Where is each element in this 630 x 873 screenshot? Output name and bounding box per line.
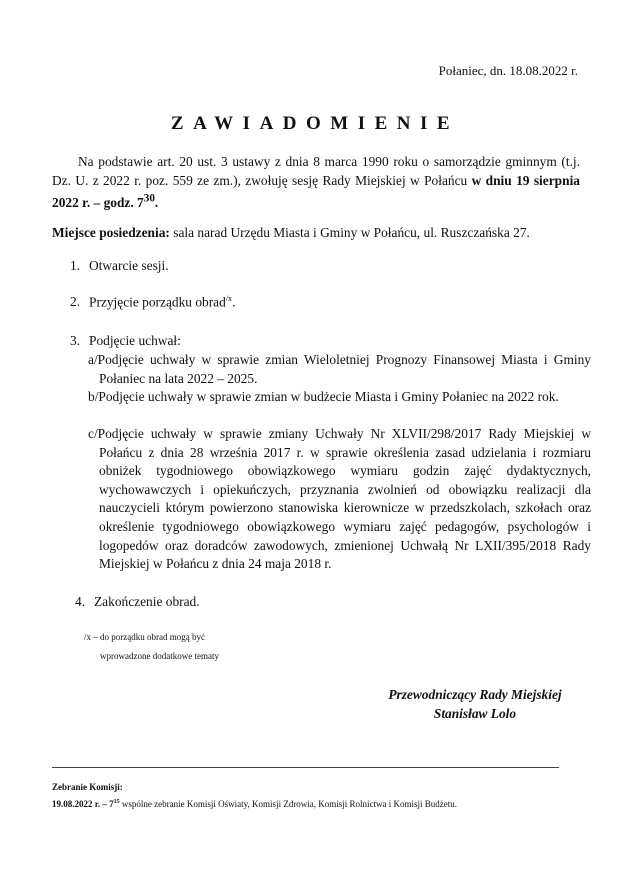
committee-date-text: 19.08.2022 r. – 7 xyxy=(52,799,114,809)
agenda-item-end: . xyxy=(232,294,236,310)
meeting-place xyxy=(52,225,580,241)
footnote-line-1: /x – do porządku obrad mogą być xyxy=(84,632,205,642)
session-date-end: . xyxy=(154,195,159,211)
footnote-line-2: wprowadzone dodatkowe tematy xyxy=(100,651,219,661)
agenda-item-text: Zakończenie obrad. xyxy=(94,594,200,609)
agenda-item-number: 4. xyxy=(75,594,86,609)
committee-note xyxy=(52,799,457,809)
signature-block xyxy=(330,685,620,723)
session-date-text: w dniu 19 sierpnia 2022 r. – godz. 7 xyxy=(52,173,580,211)
intro-paragraph xyxy=(52,152,580,212)
agenda-item-text: Otwarcie sesji. xyxy=(89,258,169,273)
meeting-place-label: Miejsce posiedzenia: xyxy=(52,225,170,240)
document-title: ZAWIADOMIENIE xyxy=(170,113,460,134)
committee-text: wspólne zebranie Komisji Oświaty, Komisji Zdrowia, Komisji Rolnictwa i Komisji Budżetu. xyxy=(119,799,458,809)
intro-text: Na podstawie art. 20 ust. 3 ustawy z dnia 8 marca 1990 roku o samorządzie gminnym (t.j. Dz. U. z 2022 r. poz. 559 ze zm.), zwołuję sesję Rady Miejskiej w Połańcu xyxy=(52,154,580,188)
agenda-subitem-c: c/Podjęcie uchwały w sprawie zmiany Uchwały Nr XLVII/298/2017 Rady Miejskiej w Połańcu z dnia 28 września 2017 r. w sprawie określenia zasad udzielania i rozmiaru obniżek tygodniowego obowiązkowego wymiaru godzin zajęć dydaktycznych, wychowawczych i opiekuńczych, przyznania zwolnień od obowiązku realizacji dla nauczycieli którym powierzono stanowiska kierownicze w przedszkolach, szkołach oraz określenie tygodniowego obowiązkowego wymiaru zajęć pedagogów, psychologów i logopedów oraz doradców zawodowych, zmienionej Uchwałą Nr LXII/395/2018 Rady Miejskiej w Połańcu z dnia 24 maja 2018 r. xyxy=(88,426,591,572)
agenda-item-number: 2. xyxy=(70,294,81,310)
agenda-item-number: 1. xyxy=(70,258,81,273)
agenda-item-3 xyxy=(70,333,181,349)
signature-role: Przewodniczący Rady Miejskiej xyxy=(388,687,562,702)
committee-label: Zebranie Komisji: xyxy=(52,782,123,792)
agenda-item-text: Podjęcie uchwał: xyxy=(89,333,181,348)
place-date: Połaniec, dn. 18.08.2022 r. xyxy=(438,63,578,78)
agenda-item-1 xyxy=(70,258,169,274)
signature-name: Stanisław Lolo xyxy=(433,706,517,721)
agenda-item-text: Przyjęcie porządku obrad xyxy=(89,294,226,310)
agenda-item-number: 3. xyxy=(70,333,81,348)
agenda-item-4 xyxy=(75,594,200,610)
agenda-subitem-a: a/Podjęcie uchwały w sprawie zmian Wieloletniej Prognozy Finansowej Miasta i Gminy Połaniec na lata 2022 – 2025. xyxy=(88,352,591,386)
session-time-superscript: 30 xyxy=(143,193,155,205)
committee-time-superscript: 15 xyxy=(113,799,120,805)
meeting-place-value: sala narad Urzędu Miasta i Gminy w Połańcu, ul. Ruszczańska 27. xyxy=(169,225,530,240)
divider-line xyxy=(52,767,559,768)
agenda-subitem-b: b/Podjęcie uchwały w sprawie zmian w budżecie Miasta i Gminy Połaniec na 2022 rok. xyxy=(88,389,559,404)
footnote-marker: /x xyxy=(225,294,233,303)
committee-date xyxy=(52,799,120,809)
agenda-item-2 xyxy=(70,294,235,310)
